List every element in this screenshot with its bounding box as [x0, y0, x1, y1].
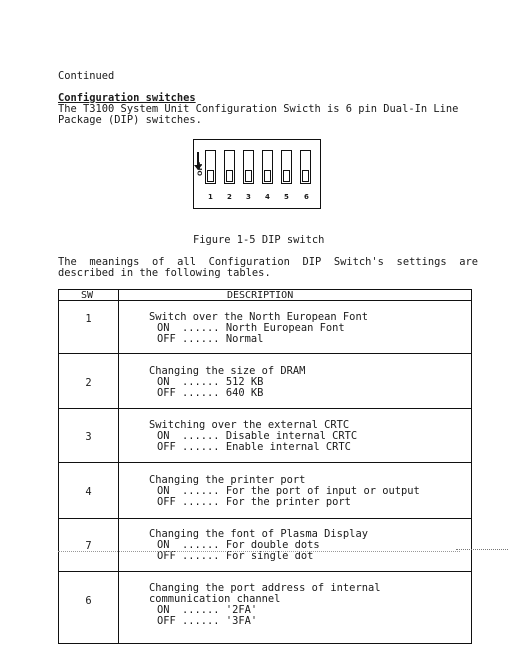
- switch-number: 4: [265, 193, 270, 201]
- scan-artifact-dots: [456, 549, 508, 550]
- meanings-line-2: described in the following tables.: [58, 267, 271, 279]
- switch-3: [243, 150, 254, 184]
- switch-5: [281, 150, 292, 184]
- row-off: OFF ...... For single dot: [157, 550, 314, 562]
- header-sw: SW: [81, 290, 94, 301]
- row-title: Changing the font of Plasma Display: [149, 528, 368, 540]
- header-description: DESCRIPTION: [227, 290, 294, 301]
- row-sw: 1: [85, 313, 92, 325]
- row-sw: 6: [85, 595, 92, 607]
- row-sw: 2: [85, 377, 92, 389]
- row-title-2: communication channel: [149, 593, 281, 605]
- switch-number: 6: [304, 193, 309, 201]
- row-sw: 7: [85, 540, 92, 552]
- row-on: ON ...... North European Font: [157, 322, 345, 334]
- switch-2: [224, 150, 235, 184]
- row-on: ON ...... Disable internal CRTC: [157, 430, 358, 442]
- row-on: ON ...... 512 KB: [157, 376, 264, 388]
- switch-number: 5: [284, 193, 289, 201]
- row-off: OFF ...... '3FA': [157, 615, 258, 627]
- intro-line-2: Package (DIP) switches.: [58, 114, 202, 126]
- section-title: Configuration switches: [58, 92, 196, 104]
- row-sw: 4: [85, 486, 92, 498]
- row-title: Changing the port address of internal: [149, 582, 381, 594]
- dip-switch-figure: [193, 139, 321, 209]
- meanings-line-1: The meanings of all Configuration DIP Switch's settings are: [58, 256, 478, 268]
- row-title: Changing the size of DRAM: [149, 365, 306, 377]
- scan-artifact-line: [58, 551, 460, 552]
- row-off: OFF ...... For the printer port: [157, 496, 351, 508]
- row-off: OFF ...... Normal: [157, 333, 264, 345]
- figure-caption: Figure 1-5 DIP switch: [193, 234, 325, 246]
- row-on: ON ...... For the port of input or output: [157, 485, 420, 497]
- row-title: Switching over the external CRTC: [149, 419, 350, 431]
- switch-table: [58, 289, 472, 644]
- switch-number: 3: [246, 193, 251, 201]
- switch-6: [300, 150, 311, 184]
- row-off: OFF ...... Enable internal CRTC: [157, 441, 351, 453]
- row-title: Changing the printer port: [149, 474, 306, 486]
- row-off: OFF ...... 640 KB: [157, 387, 264, 399]
- row-title: Switch over the North European Font: [149, 311, 368, 323]
- row-on: ON ...... For double dots: [157, 539, 320, 551]
- intro-line-1: The T3100 System Unit Configuration Swicth is 6 pin Dual-In Line: [58, 103, 459, 115]
- switch-number: 2: [227, 193, 232, 201]
- row-sw: 3: [85, 431, 92, 443]
- switch-4: [262, 150, 273, 184]
- off-label: OFF: [196, 161, 204, 176]
- row-on: ON ...... '2FA': [157, 604, 258, 616]
- continued-label: Continued: [58, 70, 115, 82]
- switch-number: 1: [208, 193, 213, 201]
- switch-1: [205, 150, 216, 184]
